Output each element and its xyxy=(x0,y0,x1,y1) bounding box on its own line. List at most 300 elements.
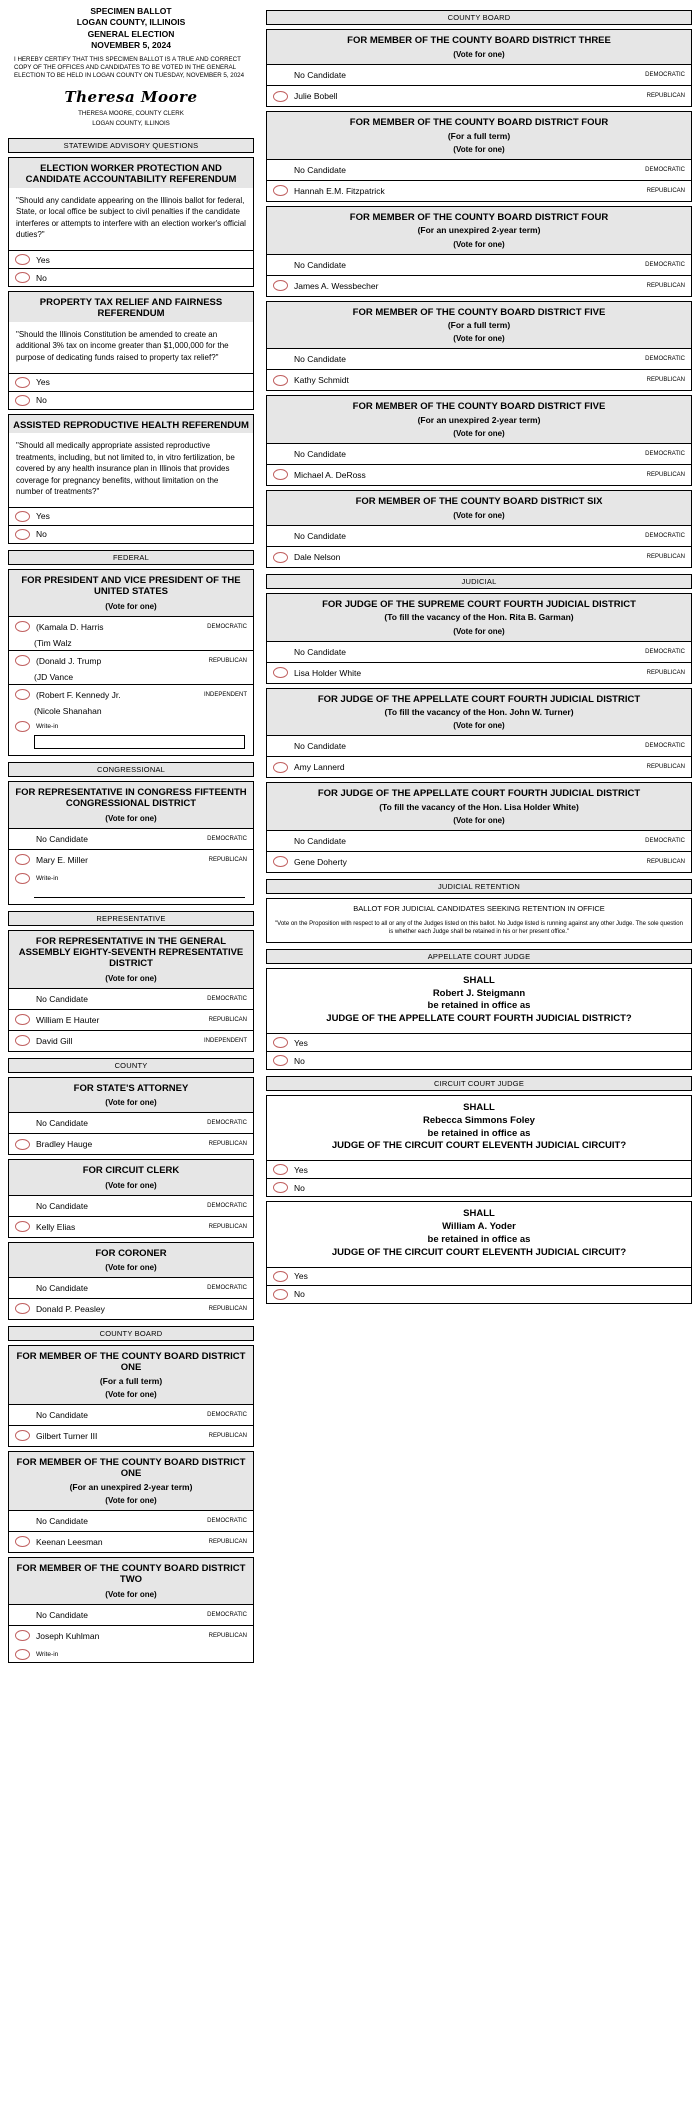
candidate-row[interactable] xyxy=(9,684,253,705)
question-text: "Should all medically appropriate assisted reproductive treatments, including, but not limited to, in vitro fertilization, be covered by any health insurance plan in Illinois that provides coverage for pregnancy benefits, without limitation on the number of treatments?" xyxy=(16,441,235,497)
vote-for-instruction: (Vote for one) xyxy=(267,48,691,64)
vote-for-instruction: (Vote for one) xyxy=(9,1261,253,1277)
question-text: "Should the Illinois Constitution be amended to create an additional 3% tax on income greater than $1,000,000 for the purpose of dedicating funds raised to property tax relief?" xyxy=(16,329,229,363)
vote-oval[interactable] xyxy=(273,469,288,480)
candidate-name: No Candidate xyxy=(294,646,346,657)
contest-county-board-district-five-unexpired xyxy=(266,395,692,486)
vote-oval[interactable] xyxy=(273,667,288,678)
retention-instructions xyxy=(266,898,692,943)
candidate-row[interactable] xyxy=(9,1298,253,1319)
candidate-name: No Candidate xyxy=(294,70,346,81)
candidate-row[interactable] xyxy=(267,464,691,485)
candidate-party: DEMOCRATIC xyxy=(645,72,685,79)
candidate-party: REPUBLICAN xyxy=(646,377,685,384)
candidate-name: Bradley Hauge xyxy=(36,1139,93,1150)
question-yes-option[interactable] xyxy=(9,373,253,391)
candidate-name: Amy Lannerd xyxy=(294,762,345,773)
clerk-name: THERESA MOORE, COUNTY CLERK xyxy=(78,110,184,118)
option-label: Yes xyxy=(294,1037,308,1048)
candidate-row[interactable] xyxy=(9,1009,253,1030)
question-title: ASSISTED REPRODUCTIVE HEALTH REFERENDUM xyxy=(9,415,253,433)
left-column xyxy=(0,0,260,2119)
candidate-row[interactable] xyxy=(9,1133,253,1154)
candidate-name: Lisa Holder White xyxy=(294,667,362,678)
candidate-row xyxy=(9,1195,253,1216)
candidate-name: (Donald J. Trump xyxy=(36,655,102,666)
candidate-party: DEMOCRATIC xyxy=(645,648,685,655)
vote-oval[interactable] xyxy=(15,655,30,666)
band-federal: FEDERAL xyxy=(8,550,254,565)
clerk-place: LOGAN COUNTY, ILLINOIS xyxy=(92,119,170,127)
candidate-party: REPUBLICAN xyxy=(646,669,685,676)
contest-title: FOR MEMBER OF THE COUNTY BOARD DISTRICT ONE xyxy=(9,1452,253,1482)
header-line-3: GENERAL ELECTION xyxy=(87,28,175,39)
contest-title: FOR REPRESENTATIVE IN CONGRESS FIFTEENTH CONGRESSIONAL DISTRICT xyxy=(9,782,253,812)
candidate-name: William E Hauter xyxy=(36,1014,100,1025)
header-line-1: SPECIMEN BALLOT xyxy=(90,6,172,16)
retention-yoder xyxy=(266,1201,692,1303)
candidate-party: DEMOCRATIC xyxy=(207,835,247,842)
candidate-party: REPUBLICAN xyxy=(208,1223,247,1230)
contest-title: FOR STATE'S ATTORNEY xyxy=(9,1078,253,1096)
vote-oval[interactable] xyxy=(273,185,288,196)
candidate-row[interactable] xyxy=(9,1216,253,1237)
band-statewide: STATEWIDE ADVISORY QUESTIONS xyxy=(8,138,254,153)
band-circuit-court-judge: CIRCUIT COURT JUDGE xyxy=(266,1076,692,1091)
retention-shall: SHALL xyxy=(463,974,495,986)
candidate-party: INDEPENDENT xyxy=(203,691,247,698)
candidate-row[interactable] xyxy=(267,756,691,777)
vote-for-instruction: (Vote for one) xyxy=(9,1096,253,1112)
vote-oval[interactable] xyxy=(273,552,288,563)
candidate-row xyxy=(267,64,691,85)
candidate-name: No Candidate xyxy=(36,833,88,844)
band-judicial-retention: JUDICIAL RETENTION xyxy=(266,879,692,894)
retention-office: JUDGE OF THE CIRCUIT COURT ELEVENTH JUDICIAL CIRCUIT? xyxy=(331,1246,627,1258)
candidate-party: INDEPENDENT xyxy=(203,1037,247,1044)
header-line-4: NOVEMBER 5, 2024 xyxy=(91,40,171,51)
candidate-name: (Kamala D. Harris xyxy=(36,621,104,632)
candidate-name: Kathy Schmidt xyxy=(294,375,349,386)
retention-judge-name: Robert J. Steigmann xyxy=(432,987,526,999)
question-yes-option[interactable] xyxy=(9,250,253,268)
candidate-row xyxy=(267,735,691,756)
retention-yes-option[interactable] xyxy=(267,1160,691,1178)
candidate-row[interactable] xyxy=(267,85,691,106)
candidate-party: DEMOCRATIC xyxy=(207,623,247,630)
band-representative: REPRESENTATIVE xyxy=(8,911,254,926)
write-in-label: Write-in xyxy=(36,722,59,730)
candidate-party: DEMOCRATIC xyxy=(207,1284,247,1291)
candidate-party: REPUBLICAN xyxy=(646,471,685,478)
candidate-party: REPUBLICAN xyxy=(208,1432,247,1439)
candidate-name: James A. Wessbecher xyxy=(294,280,379,291)
contest-appellate-court-holder-white xyxy=(266,782,692,873)
retention-phrase: be retained in office as xyxy=(427,1233,531,1245)
contest-subtitle: (For an unexpired 2-year term) xyxy=(267,225,691,237)
candidate-name: No Candidate xyxy=(294,448,346,459)
candidate-name: Joseph Kuhlman xyxy=(36,1630,100,1641)
candidate-party: DEMOCRATIC xyxy=(207,1202,247,1209)
candidate-row[interactable] xyxy=(267,546,691,567)
option-label: No xyxy=(36,529,47,540)
vote-oval[interactable] xyxy=(273,1055,288,1066)
contest-subtitle: (For a full term) xyxy=(267,320,691,332)
candidate-party: DEMOCRATIC xyxy=(207,1517,247,1524)
contest-president xyxy=(8,569,254,756)
vote-for-instruction: (Vote for one) xyxy=(9,600,253,616)
right-column xyxy=(260,0,700,2119)
candidate-party: REPUBLICAN xyxy=(208,1632,247,1639)
vote-for-instruction: (Vote for one) xyxy=(9,972,253,988)
candidate-name: Dale Nelson xyxy=(294,552,341,563)
candidate-party: DEMOCRATIC xyxy=(207,1120,247,1127)
retention-phrase: be retained in office as xyxy=(427,1127,531,1139)
candidate-row[interactable] xyxy=(9,1030,253,1051)
candidate-name: No Candidate xyxy=(294,164,346,175)
candidate-name: No Candidate xyxy=(36,1200,88,1211)
candidate-name: No Candidate xyxy=(294,531,346,542)
candidate-party: DEMOCRATIC xyxy=(645,261,685,268)
question-yes-option[interactable] xyxy=(9,507,253,525)
vote-oval[interactable] xyxy=(273,1037,288,1048)
contest-subtitle: (For a full term) xyxy=(9,1376,253,1388)
vote-for-instruction: (Vote for one) xyxy=(267,238,691,254)
candidate-row xyxy=(267,830,691,851)
candidate-name: (Robert F. Kennedy Jr. xyxy=(36,689,121,700)
contest-county-board-district-four-full xyxy=(266,111,692,202)
option-label: Yes xyxy=(36,377,50,388)
running-mate: (Tim Walz xyxy=(34,637,72,648)
question-no-option[interactable] xyxy=(9,525,253,543)
vote-oval[interactable] xyxy=(15,1139,30,1150)
vote-oval[interactable] xyxy=(15,1630,30,1641)
vote-oval[interactable] xyxy=(273,856,288,867)
vote-oval[interactable] xyxy=(273,762,288,773)
candidate-party: DEMOCRATIC xyxy=(645,356,685,363)
contest-county-board-district-two xyxy=(8,1557,254,1663)
contest-title: FOR REPRESENTATIVE IN THE GENERAL ASSEMBLY EIGHTY-SEVENTH REPRESENTATIVE DISTRICT xyxy=(9,931,253,972)
candidate-row xyxy=(267,159,691,180)
band-county: COUNTY xyxy=(8,1058,254,1073)
contest-county-board-district-five-full xyxy=(266,301,692,392)
vote-oval[interactable] xyxy=(15,1430,30,1441)
candidate-name: No Candidate xyxy=(36,1609,88,1620)
contest-county-board-district-six xyxy=(266,490,692,568)
candidate-row[interactable] xyxy=(267,851,691,872)
vote-oval[interactable] xyxy=(15,1014,30,1025)
candidate-name: No Candidate xyxy=(36,1409,88,1420)
contest-coroner xyxy=(8,1242,254,1320)
question-election-worker xyxy=(8,157,254,287)
contest-county-board-district-one-full xyxy=(8,1345,254,1447)
contest-subtitle: (To fill the vacancy of the Hon. Rita B. Garman) xyxy=(267,612,691,624)
candidate-party: DEMOCRATIC xyxy=(645,166,685,173)
candidate-row xyxy=(9,1112,253,1133)
band-appellate-court-judge: APPELLATE COURT JUDGE xyxy=(266,949,692,964)
candidate-row xyxy=(9,1404,253,1425)
retention-shall: SHALL xyxy=(463,1102,495,1114)
option-label: Yes xyxy=(36,511,50,522)
vote-oval[interactable] xyxy=(15,1221,30,1232)
candidate-party: REPUBLICAN xyxy=(208,1141,247,1148)
vote-oval[interactable] xyxy=(15,689,30,700)
contest-circuit-clerk xyxy=(8,1159,254,1237)
question-title: PROPERTY TAX RELIEF AND FAIRNESS REFERENDUM xyxy=(9,292,253,322)
contest-congress xyxy=(8,781,254,905)
candidate-party: DEMOCRATIC xyxy=(645,743,685,750)
vote-for-instruction: (Vote for one) xyxy=(9,1179,253,1195)
contest-supreme-court xyxy=(266,593,692,684)
vote-for-instruction: (Vote for one) xyxy=(267,814,691,830)
retention-no-option[interactable] xyxy=(267,1051,691,1069)
band-congressional: CONGRESSIONAL xyxy=(8,762,254,777)
vote-oval[interactable] xyxy=(15,1649,30,1660)
vote-oval[interactable] xyxy=(273,280,288,291)
question-text: "Should any candidate appearing on the Illinois ballot for federal, State, or local office be subject to civil penalties if the candidate interferes or attempts to interfere with an election worker's official duties?" xyxy=(16,195,246,240)
vote-oval[interactable] xyxy=(15,873,30,884)
contest-states-attorney xyxy=(8,1077,254,1155)
write-in-row[interactable] xyxy=(9,870,253,886)
vote-oval[interactable] xyxy=(273,91,288,102)
option-label: No xyxy=(294,1289,305,1300)
vote-oval[interactable] xyxy=(273,1164,288,1175)
vote-for-instruction: (Vote for one) xyxy=(9,1588,253,1604)
candidate-party: REPUBLICAN xyxy=(646,187,685,194)
retention-no-option[interactable] xyxy=(267,1285,691,1303)
vote-for-instruction: (Vote for one) xyxy=(267,509,691,525)
candidate-name: No Candidate xyxy=(294,835,346,846)
vote-oval[interactable] xyxy=(15,1536,30,1547)
candidate-name: Michael A. DeRoss xyxy=(294,469,366,480)
candidate-row xyxy=(9,1277,253,1298)
candidate-row xyxy=(267,443,691,464)
band-judicial: JUDICIAL xyxy=(266,574,692,589)
retention-yes-option[interactable] xyxy=(267,1267,691,1285)
vote-for-instruction: (Vote for one) xyxy=(9,1388,253,1404)
candidate-name: Kelly Elias xyxy=(36,1221,76,1232)
candidate-party: DEMOCRATIC xyxy=(207,995,247,1002)
contest-title: FOR MEMBER OF THE COUNTY BOARD DISTRICT THREE xyxy=(267,30,691,48)
contest-subtitle: (For an unexpired 2-year term) xyxy=(9,1482,253,1494)
candidate-name: No Candidate xyxy=(294,259,346,270)
clerk-signature: Theresa Moore xyxy=(64,88,198,107)
header-line-2: LOGAN COUNTY, ILLINOIS xyxy=(76,17,186,28)
contest-title: FOR MEMBER OF THE COUNTY BOARD DISTRICT ONE xyxy=(9,1346,253,1376)
vote-oval[interactable] xyxy=(15,1035,30,1046)
candidate-row xyxy=(9,988,253,1009)
question-reproductive-health xyxy=(8,414,254,544)
vote-oval[interactable] xyxy=(273,375,288,386)
vote-for-instruction: (Vote for one) xyxy=(267,719,691,735)
vote-oval[interactable] xyxy=(15,721,30,732)
retention-question xyxy=(267,1096,691,1160)
candidate-name: Julie Bobell xyxy=(294,91,338,102)
vote-oval[interactable] xyxy=(15,1303,30,1314)
running-mate: (JD Vance xyxy=(34,671,74,682)
candidate-party: REPUBLICAN xyxy=(208,856,247,863)
retention-judge-name: Rebecca Simmons Foley xyxy=(423,1114,535,1126)
candidate-party: REPUBLICAN xyxy=(208,1305,247,1312)
ballot-header xyxy=(8,4,254,132)
candidate-party: REPUBLICAN xyxy=(646,282,685,289)
candidate-name: No Candidate xyxy=(294,741,346,752)
retention-shall: SHALL xyxy=(463,1208,495,1220)
contest-title: FOR MEMBER OF THE COUNTY BOARD DISTRICT SIX xyxy=(267,491,691,509)
candidate-name: No Candidate xyxy=(36,1282,88,1293)
question-no-option[interactable] xyxy=(9,391,253,409)
retention-yes-option[interactable] xyxy=(267,1033,691,1051)
contest-title: FOR MEMBER OF THE COUNTY BOARD DISTRICT FIVE xyxy=(267,396,691,414)
contest-title: FOR MEMBER OF THE COUNTY BOARD DISTRICT FIVE xyxy=(267,302,691,320)
write-in-row[interactable] xyxy=(9,1646,253,1662)
running-mate: (Nicole Shanahan xyxy=(34,705,102,716)
candidate-row[interactable] xyxy=(267,275,691,296)
contest-title: FOR JUDGE OF THE APPELLATE COURT FOURTH JUDICIAL DISTRICT xyxy=(267,783,691,801)
question-property-tax xyxy=(8,291,254,410)
candidate-row[interactable] xyxy=(267,180,691,201)
question-no-option[interactable] xyxy=(9,268,253,286)
vote-oval[interactable] xyxy=(15,621,30,632)
contest-title: FOR MEMBER OF THE COUNTY BOARD DISTRICT TWO xyxy=(9,1558,253,1588)
vote-oval[interactable] xyxy=(273,1271,288,1282)
candidate-name: No Candidate xyxy=(36,1118,88,1129)
vote-oval[interactable] xyxy=(15,395,30,406)
candidate-row[interactable] xyxy=(9,650,253,671)
contest-title: FOR PRESIDENT AND VICE PRESIDENT OF THE UNITED STATES xyxy=(9,570,253,600)
retention-note-text: "Vote on the Proposition with respect to all or any of the Judges listed on this ballot. No Judge listed is running against any other Judge. The sole question is whether each Judge shall be retained in his or her present office." xyxy=(275,920,683,935)
candidate-name: No Candidate xyxy=(294,354,346,365)
contest-appellate-court-turner xyxy=(266,688,692,779)
contest-subtitle: (For a full term) xyxy=(267,131,691,143)
option-label: No xyxy=(294,1182,305,1193)
candidate-row xyxy=(267,348,691,369)
band-county-board: COUNTY BOARD xyxy=(8,1326,254,1341)
candidate-row xyxy=(9,1604,253,1625)
candidate-row[interactable] xyxy=(267,369,691,390)
candidate-row[interactable] xyxy=(9,616,253,637)
candidate-party: DEMOCRATIC xyxy=(207,1611,247,1618)
vote-oval[interactable] xyxy=(15,254,30,265)
question-title: ELECTION WORKER PROTECTION AND CANDIDATE ACCOUNTABILITY REFERENDUM xyxy=(9,158,253,188)
option-label: No xyxy=(294,1055,305,1066)
candidate-party: REPUBLICAN xyxy=(646,554,685,561)
contest-county-board-district-three xyxy=(266,29,692,107)
retention-question xyxy=(267,1202,691,1266)
write-in-field[interactable] xyxy=(34,735,245,749)
candidate-row[interactable] xyxy=(267,662,691,683)
option-label: Yes xyxy=(294,1271,308,1282)
certification-text: I HEREBY CERTIFY THAT THIS SPECIMEN BALLOT IS A TRUE AND CORRECT COPY OF THE OFFICES AND CANDIDATES TO BE VOTED IN THE GENERAL ELECTION TO BE HELD IN LOGAN COUNTY ON TUESDAY, NOVEMBER 5, 2024 xyxy=(14,55,245,79)
candidate-party: REPUBLICAN xyxy=(646,764,685,771)
contest-subtitle: (To fill the vacancy of the Hon. Lisa Holder White) xyxy=(267,802,691,814)
contest-title: FOR JUDGE OF THE SUPREME COURT FOURTH JUDICIAL DISTRICT xyxy=(267,594,691,612)
vote-for-instruction: (Vote for one) xyxy=(267,625,691,641)
vote-for-instruction: (Vote for one) xyxy=(267,143,691,159)
candidate-party: REPUBLICAN xyxy=(208,1016,247,1023)
write-in-field[interactable] xyxy=(34,886,245,898)
candidate-name: Mary E. Miller xyxy=(36,854,88,865)
retention-office: JUDGE OF THE CIRCUIT COURT ELEVENTH JUDICIAL CIRCUIT? xyxy=(331,1140,627,1152)
vote-oval[interactable] xyxy=(273,1182,288,1193)
contest-title: FOR MEMBER OF THE COUNTY BOARD DISTRICT FOUR xyxy=(267,207,691,225)
candidate-row[interactable] xyxy=(9,1625,253,1646)
write-in-label: Write-in xyxy=(36,1650,59,1658)
contest-subtitle: (To fill the vacancy of the Hon. John W. Turner) xyxy=(267,707,691,719)
option-label: Yes xyxy=(36,254,50,265)
vote-for-instruction: (Vote for one) xyxy=(267,427,691,443)
vote-for-instruction: (Vote for one) xyxy=(9,1494,253,1510)
vote-oval[interactable] xyxy=(15,529,30,540)
candidate-party: DEMOCRATIC xyxy=(645,837,685,844)
candidate-row[interactable] xyxy=(9,1425,253,1446)
candidate-row xyxy=(267,641,691,662)
vote-oval[interactable] xyxy=(15,854,30,865)
contest-general-assembly xyxy=(8,930,254,1052)
option-label: No xyxy=(36,272,47,283)
candidate-name: No Candidate xyxy=(36,1515,88,1526)
vote-for-instruction: (Vote for one) xyxy=(267,332,691,348)
vote-oval[interactable] xyxy=(273,1289,288,1300)
write-in-row[interactable] xyxy=(9,718,253,734)
vote-oval[interactable] xyxy=(15,272,30,283)
candidate-row xyxy=(9,1510,253,1531)
retention-steigmann xyxy=(266,968,692,1070)
retention-office: JUDGE OF THE APPELLATE COURT FOURTH JUDICIAL DISTRICT? xyxy=(326,1013,632,1025)
candidate-name: Donald P. Peasley xyxy=(36,1303,105,1314)
contest-title: FOR CIRCUIT CLERK xyxy=(9,1160,253,1178)
retention-note-title: BALLOT FOR JUDICIAL CANDIDATES SEEKING RETENTION IN OFFICE xyxy=(353,903,605,913)
candidate-name: No Candidate xyxy=(36,993,88,1004)
retention-foley xyxy=(266,1095,692,1197)
contest-title: FOR JUDGE OF THE APPELLATE COURT FOURTH JUDICIAL DISTRICT xyxy=(267,689,691,707)
contest-county-board-district-one-unexpired xyxy=(8,1451,254,1553)
candidate-row xyxy=(267,254,691,275)
contest-title: FOR MEMBER OF THE COUNTY BOARD DISTRICT FOUR xyxy=(267,112,691,130)
candidate-row xyxy=(267,525,691,546)
contest-title: FOR CORONER xyxy=(9,1243,253,1261)
contest-county-board-district-four-unexpired xyxy=(266,206,692,297)
band-county-board-right: COUNTY BOARD xyxy=(266,10,692,25)
candidate-row[interactable] xyxy=(9,849,253,870)
candidate-name: David Gill xyxy=(36,1035,73,1046)
candidate-name: Gene Doherty xyxy=(294,856,347,867)
candidate-row xyxy=(9,828,253,849)
option-label: No xyxy=(36,395,47,406)
candidate-party: REPUBLICAN xyxy=(646,858,685,865)
candidate-party: DEMOCRATIC xyxy=(645,450,685,457)
retention-phrase: be retained in office as xyxy=(427,1000,531,1012)
retention-no-option[interactable] xyxy=(267,1178,691,1196)
candidate-party: DEMOCRATIC xyxy=(207,1411,247,1418)
contest-subtitle: (For an unexpired 2-year term) xyxy=(267,415,691,427)
candidate-name: Keenan Leesman xyxy=(36,1536,103,1547)
candidate-party: DEMOCRATIC xyxy=(645,533,685,540)
candidate-row[interactable] xyxy=(9,1531,253,1552)
candidate-name: Gilbert Turner III xyxy=(36,1430,98,1441)
vote-oval[interactable] xyxy=(15,377,30,388)
vote-for-instruction: (Vote for one) xyxy=(9,812,253,828)
write-in-label: Write-in xyxy=(36,874,59,882)
retention-judge-name: William A. Yoder xyxy=(442,1221,516,1233)
option-label: Yes xyxy=(294,1164,308,1175)
candidate-name: Hannah E.M. Fitzpatrick xyxy=(294,185,385,196)
retention-question xyxy=(267,969,691,1033)
candidate-party: REPUBLICAN xyxy=(646,93,685,100)
vote-oval[interactable] xyxy=(15,511,30,522)
candidate-party: REPUBLICAN xyxy=(208,1538,247,1545)
candidate-party: REPUBLICAN xyxy=(208,657,247,664)
